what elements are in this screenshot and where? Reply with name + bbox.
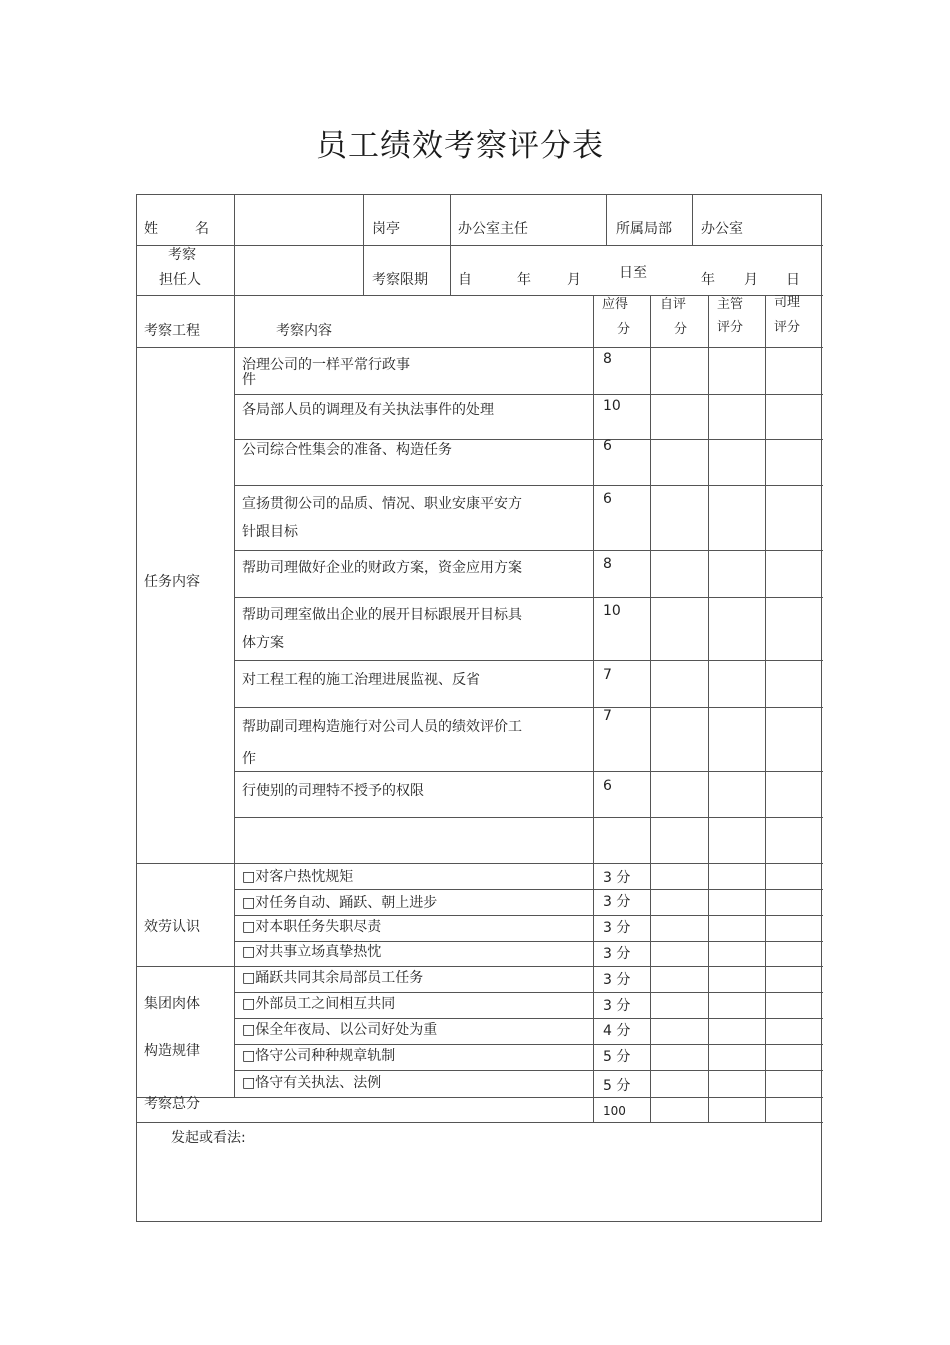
period-month-1: 月 <box>567 272 581 288</box>
col-score-header-2: 分 <box>617 322 631 337</box>
service-score-4: 3 分 <box>603 946 631 962</box>
team-score-5: 5 分 <box>603 1078 631 1094</box>
service-score-1: 3 分 <box>603 870 631 886</box>
evaluation-form <box>136 194 822 1222</box>
work-score-2: 10 <box>603 398 621 414</box>
work-score-6: 10 <box>603 603 621 619</box>
work-score-1: 8 <box>603 351 612 367</box>
work-section-label: 任务内容 <box>144 574 200 590</box>
period-year-1: 年 <box>517 272 531 288</box>
period-year-2: 年 <box>701 272 715 288</box>
col-score-header: 应得 <box>602 297 629 312</box>
team-item-2[interactable]: □外部员工之间相互共同 <box>242 996 396 1012</box>
work-item-6: 帮助司理室做出企业的展开目标跟展开目标具 <box>242 607 522 623</box>
period-from: 自 <box>458 272 472 288</box>
service-score-2: 3 分 <box>603 894 631 910</box>
work-score-4: 6 <box>603 491 612 507</box>
assessor-label: 考察 <box>168 247 196 263</box>
work-item-8-cont: 作 <box>242 751 256 767</box>
work-item-3: 公司综合性集会的准备、构造任务 <box>242 442 452 458</box>
page-title: 员工绩效考察评分表 <box>316 128 604 164</box>
assessor-field[interactable] <box>240 251 358 291</box>
assessor-label-2: 担任人 <box>159 272 201 288</box>
team-score-3: 4 分 <box>603 1023 631 1039</box>
comments-area[interactable] <box>143 1153 815 1215</box>
col-manager-header-2: 评分 <box>774 320 801 335</box>
service-item-4[interactable]: □对共事立场真挚热忱 <box>242 944 382 960</box>
name-label-2: 名 <box>195 221 209 237</box>
col-manager-header: 司理 <box>774 295 801 310</box>
period-day-2: 日 <box>786 272 800 288</box>
service-score-3: 3 分 <box>603 920 631 936</box>
team-item-3[interactable]: □保全年夜局、以公司好处为重 <box>242 1022 438 1038</box>
col-content-header: 考察内容 <box>276 323 332 339</box>
period-label: 考察限期 <box>372 272 428 288</box>
team-score-4: 5 分 <box>603 1049 631 1065</box>
post-label: 岗亭 <box>372 221 400 237</box>
work-score-7: 7 <box>603 667 612 683</box>
work-item-1-cont: 件 <box>242 372 256 388</box>
work-item-2: 各局部人员的调理及有关执法事件的处理 <box>242 402 494 418</box>
period-day-to: 日至 <box>619 265 647 281</box>
work-score-9: 6 <box>603 778 612 794</box>
work-item-4: 宣扬贯彻公司的品质、情况、职业安康平安方 <box>242 496 522 512</box>
service-item-2[interactable]: □对任务自动、踊跃、朝上进步 <box>242 895 438 911</box>
col-self-header: 自评 <box>660 297 687 312</box>
total-label: 考察总分 <box>144 1096 200 1112</box>
work-item-1: 治理公司的一样平常行政事 <box>242 357 410 373</box>
work-score-5: 8 <box>603 556 612 572</box>
team-section-label: 集团肉体 <box>144 996 200 1012</box>
work-item-9: 行使别的司理特不授予的权限 <box>242 783 424 799</box>
work-score-8: 7 <box>603 708 612 724</box>
work-item-7: 对工程工程的施工治理进展监视、反省 <box>242 672 480 688</box>
team-score-1: 3 分 <box>603 972 631 988</box>
col-supervisor-header-2: 评分 <box>717 320 744 335</box>
work-item-5: 帮助司理做好企业的财政方案，资金应用方案 <box>242 560 522 576</box>
name-label: 姓 <box>144 221 158 237</box>
team-section-label-2: 构造规律 <box>144 1043 200 1059</box>
service-item-1[interactable]: □对客户热忱规矩 <box>242 869 354 885</box>
dept-label: 所属局部 <box>616 221 672 237</box>
col-item-header: 考察工程 <box>144 323 200 339</box>
work-score-3: 6 <box>603 438 612 454</box>
team-item-5[interactable]: □恪守有关执法、法例 <box>242 1075 382 1091</box>
col-self-header-2: 分 <box>674 322 688 337</box>
col-supervisor-header: 主管 <box>717 297 744 312</box>
comments-label: 发起或看法: <box>171 1130 246 1146</box>
service-item-3[interactable]: □对本职任务失职尽责 <box>242 919 382 935</box>
total-value: 100 <box>603 1104 626 1118</box>
work-item-8: 帮助副司理构造施行对公司人员的绩效评价工 <box>242 719 522 735</box>
name-field[interactable] <box>240 201 358 241</box>
work-item-6-cont: 体方案 <box>242 635 284 651</box>
work-item-4-cont: 针跟目标 <box>242 524 298 540</box>
service-section-label: 效劳认识 <box>144 919 200 935</box>
post-value: 办公室主任 <box>458 221 528 237</box>
dept-value: 办公室 <box>701 221 743 237</box>
team-item-1[interactable]: □踊跃共同其余局部员工任务 <box>242 970 424 986</box>
team-score-2: 3 分 <box>603 998 631 1014</box>
period-month-2: 月 <box>744 272 758 288</box>
team-item-4[interactable]: □恪守公司种种规章轨制 <box>242 1048 396 1064</box>
